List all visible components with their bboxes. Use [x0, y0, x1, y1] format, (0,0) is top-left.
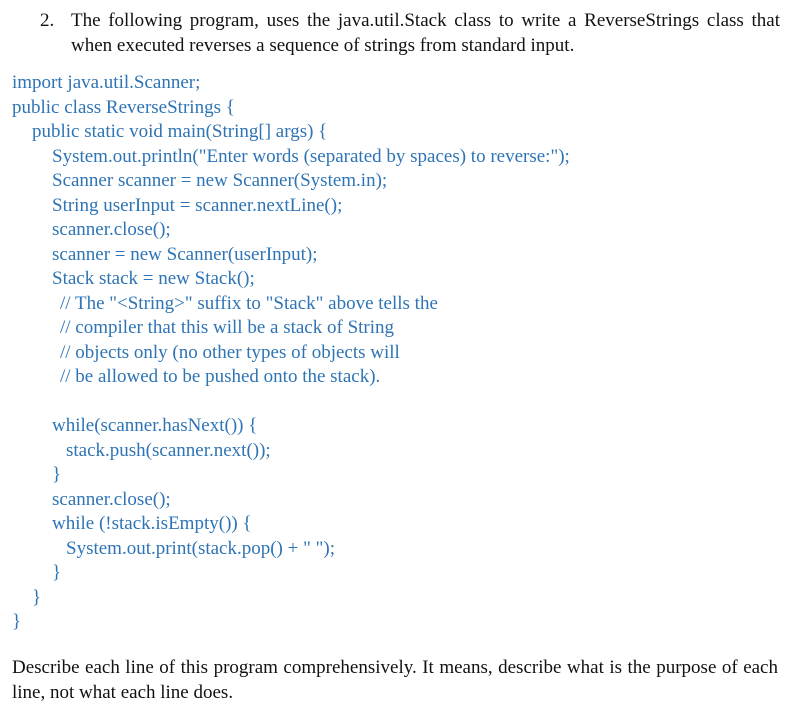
- code-line: System.out.println("Enter words (separated by spaces) to reverse:");: [52, 145, 570, 167]
- code-line: // compiler that this will be a stack of String: [60, 317, 395, 338]
- instruction-text: Describe each line of this program comprehensively. It means, describe what is the purpose of each line, not what each line does.: [12, 657, 778, 703]
- question-number: 2.: [40, 10, 55, 31]
- code-line: String userInput = scanner.nextLine();: [52, 194, 343, 216]
- code-line: while(scanner.hasNext()) {: [52, 415, 258, 436]
- code-line: stack.push(scanner.next());: [66, 439, 271, 461]
- code-line: import java.util.Scanner;: [12, 72, 201, 93]
- code-line: scanner = new Scanner(userInput);: [52, 243, 318, 265]
- question-block: [40, 8, 780, 58]
- code-line: scanner.close();: [52, 219, 171, 240]
- code-line: public class ReverseStrings {: [12, 96, 235, 118]
- code-line: // be allowed to be pushed onto the stack).: [60, 366, 381, 387]
- code-line: Scanner scanner = new Scanner(System.in);: [52, 170, 388, 191]
- code-line: scanner.close();: [52, 488, 171, 510]
- code-block: [12, 71, 782, 635]
- code-line: }: [32, 586, 42, 608]
- code-line: Stack stack = new Stack();: [52, 268, 255, 289]
- code-line: [12, 390, 782, 415]
- code-line: while (!stack.isEmpty()) {: [52, 513, 252, 534]
- code-line: }: [52, 464, 62, 485]
- code-line: // objects only (no other types of objects will: [60, 341, 400, 363]
- code-line: System.out.print(stack.pop() + " ");: [66, 537, 335, 559]
- code-line: public static void main(String[] args) {: [32, 121, 328, 142]
- code-line: }: [12, 611, 22, 632]
- question-text: The following program, uses the java.util.Stack class to write a ReverseStrings class that when executed reverses a sequence of strings from standard input.: [71, 10, 780, 56]
- code-line: // The "<String>" suffix to "Stack" above tells the: [60, 292, 438, 314]
- code-line: }: [52, 562, 62, 583]
